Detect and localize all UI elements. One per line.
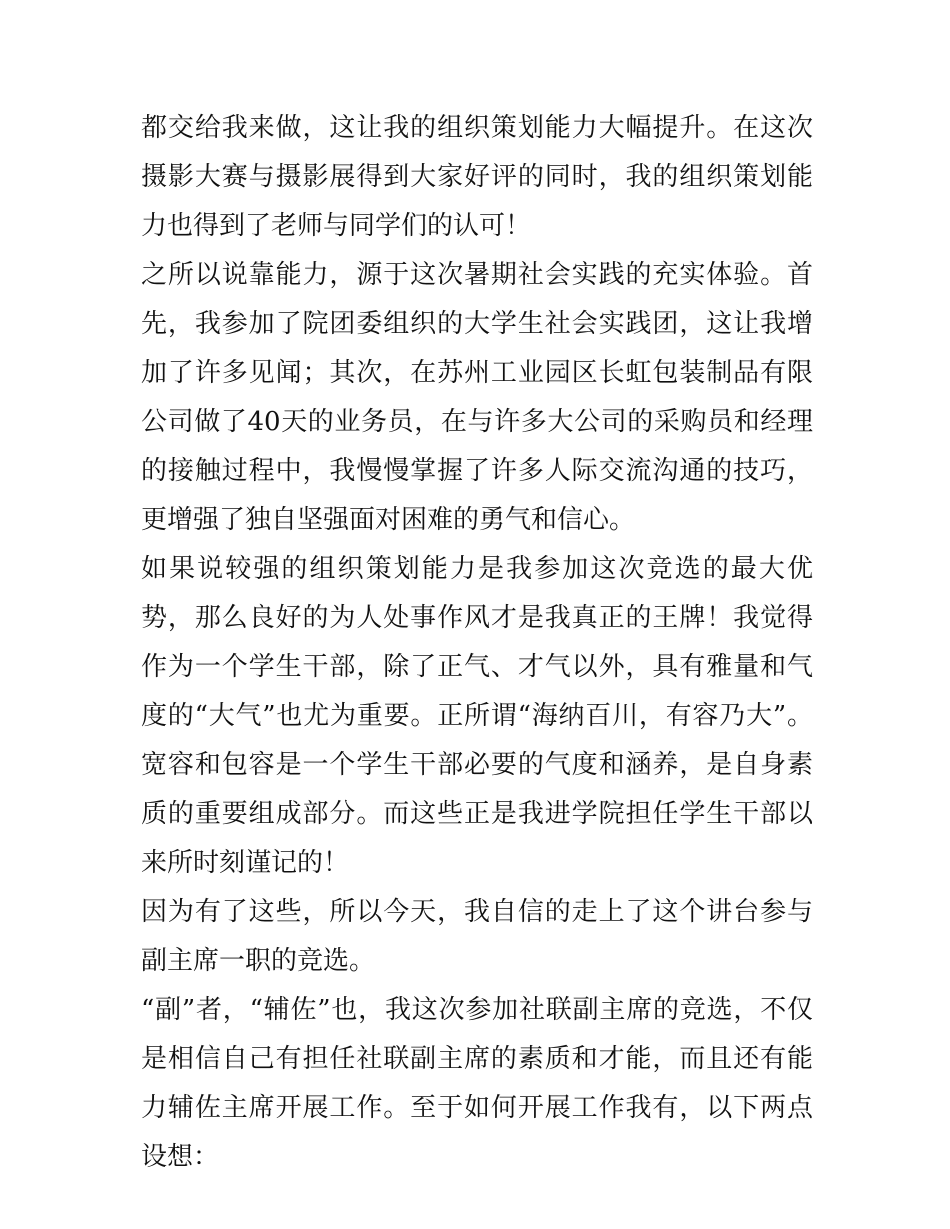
- paragraph-assist-chairman: “副”者，“辅佐”也，我这次参加社联副主席的竞选，不仅是相信自己有担任社联副主席的素质和才能，而且还有能力辅佐主席开展工作。至于如何开展工作我有，以下两点设想：: [141, 995, 813, 1172]
- paragraph-summer-practice: 之所以说靠能力，源于这次暑期社会实践的充实体验。首先，我参加了院团委组织的大学生社会实践团，这让我增加了许多见闻；其次，在苏州工业园区长虹包装制品有限公司做了40天的业务员，在与许多大公司的采购员和经理的接触过程中，我慢慢掌握了许多人际交流沟通的技巧，更增强了独自坚强面对困难的勇气和信心。: [141, 260, 813, 535]
- paragraph-confidence: 因为有了这些，所以今天，我自信的走上了这个讲台参与副主席一职的竞选。: [141, 897, 813, 976]
- paragraph-organizing-ability: 都交给我来做，这让我的组织策划能力大幅提升。在这次摄影大赛与摄影展得到大家好评的同时，我的组织策划能力也得到了老师与同学们的认可！: [141, 113, 813, 241]
- paragraph-conduct-style: 如果说较强的组织策划能力是我参加这次竞选的最大优势，那么良好的为人处事作风才是我真正的王牌！我觉得作为一个学生干部，除了正气、才气以外，具有雅量和气度的“大气”也尤为重要。正所谓“海纳百川，有容乃大”。宽容和包容是一个学生干部必要的气度和涵养，是自身素质的重要组成部分。而这些正是我进学院担任学生干部以来所时刻谨记的！: [141, 554, 813, 878]
- document-body: [141, 104, 813, 1182]
